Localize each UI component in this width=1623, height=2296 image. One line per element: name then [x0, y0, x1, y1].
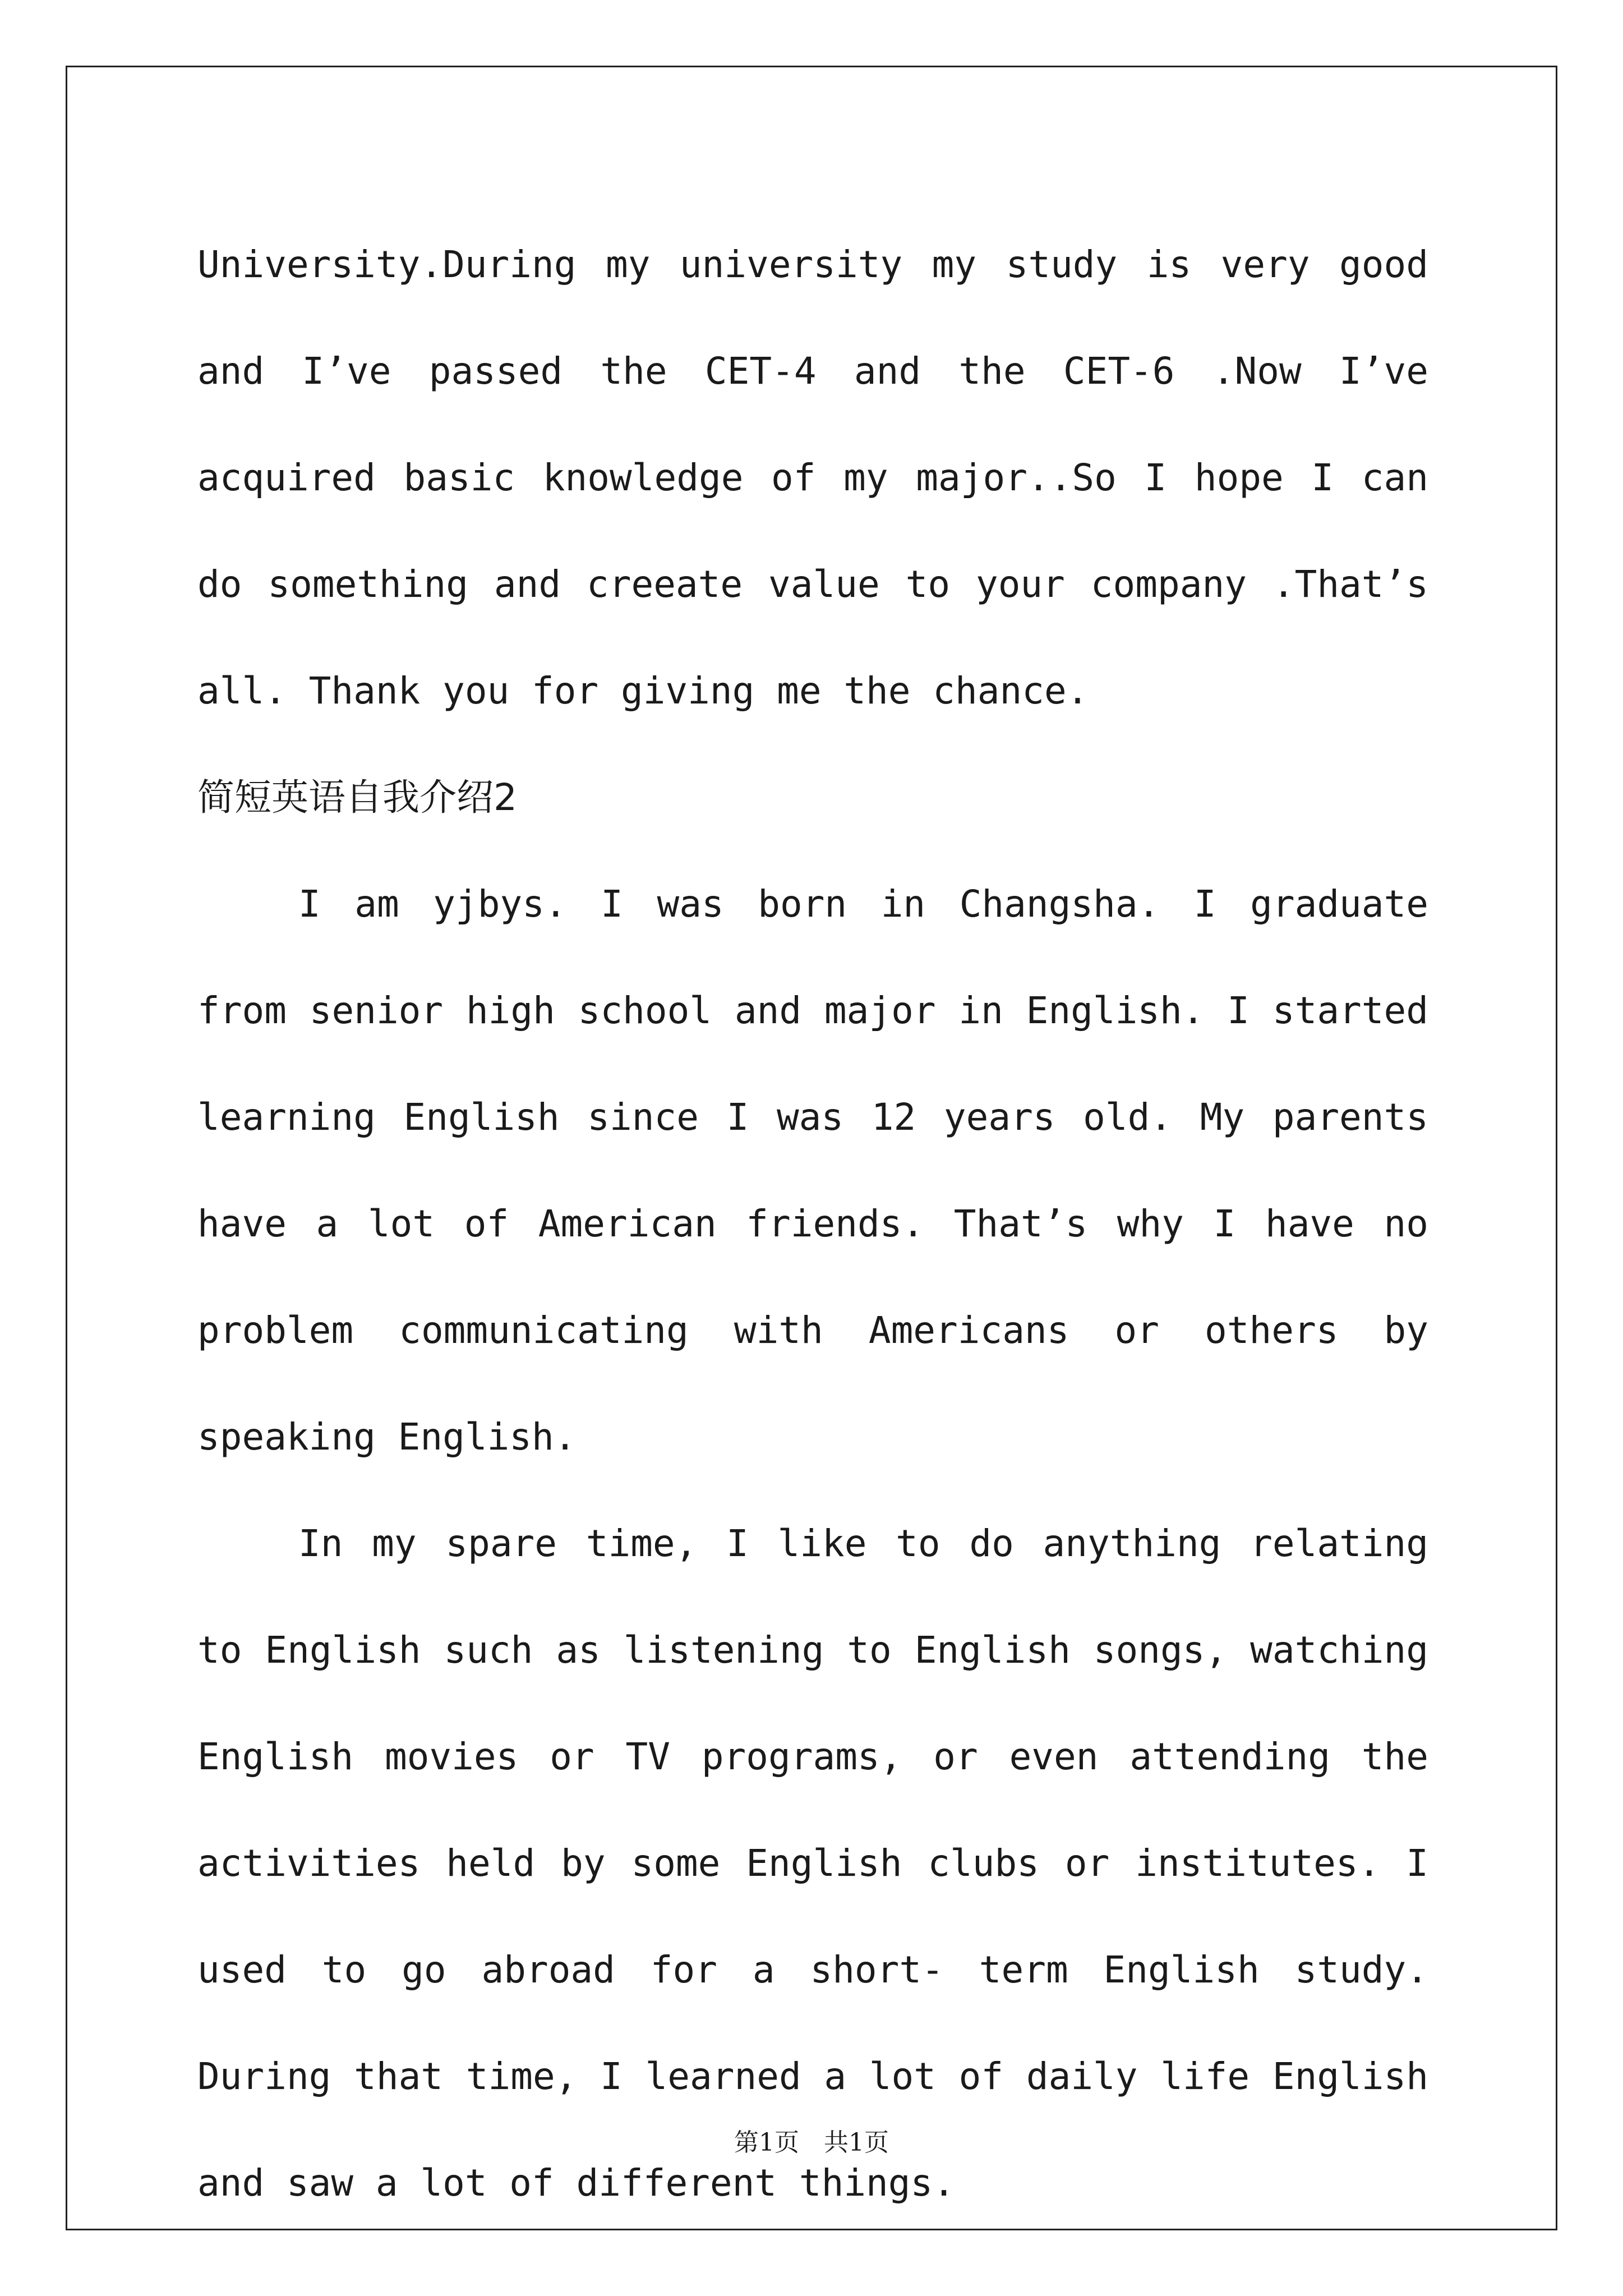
page-number-footer: 第1页 共1页	[734, 2128, 889, 2157]
section-heading: 简短英语自我介绍2	[197, 776, 517, 819]
paragraph-university: University.During my university my study is very good and I’ve passed the CET-4 and the CET-6 .Now I’ve acquired basic knowledge of my major..So I hope I can do something and creeate value to your company .That’s all. Thank you for giving me the chance.	[197, 243, 1428, 712]
document-body	[197, 211, 1428, 2237]
paragraph-introduction: I am yjbys. I was born in Changsha. I graduate from senior high school and major in English. I started learning English since I was 12 years old. My parents have a lot of American friends. That’s why I have no problem communicating with Americans or others by speaking English.	[197, 882, 1428, 1458]
paragraph-spare-time: In my spare time, I like to do anything relating to English such as listening to English songs, watching English movies or TV programs, or even attending the activities held by some English clubs or institutes. I used to go abroad for a short- term English study. During that time, I learned a lot of daily life English and saw a lot of different things.	[197, 1522, 1428, 2205]
